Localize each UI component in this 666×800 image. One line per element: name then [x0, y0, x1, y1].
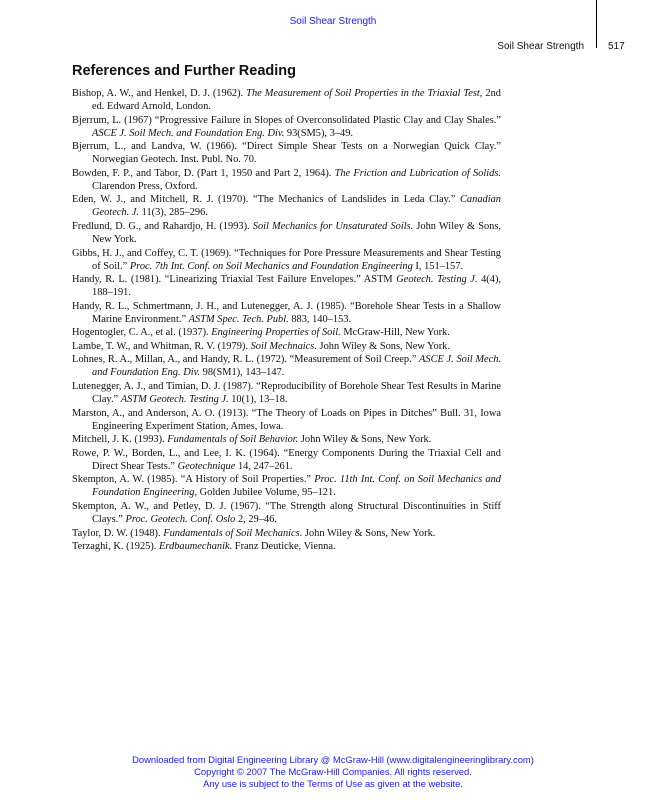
reference-italic-segment: ASTM Spec. Tech. Publ. — [188, 313, 289, 325]
reference-item — [72, 340, 501, 353]
reference-item — [72, 527, 501, 540]
reference-item — [72, 87, 501, 113]
reference-italic-segment: Soil Mechnaics. — [250, 340, 317, 352]
reference-item — [72, 353, 501, 379]
reference-segment: 98(SM1), 143–147. — [200, 367, 285, 379]
reference-segment: Fredlund, D. G., and Rahardjo, H. (1993). — [72, 220, 253, 232]
reference-segment: Clarendon Press, Oxford. — [92, 180, 198, 192]
footer-terms-line[interactable]: Any use is subject to the Terms of Use as given at the website. — [203, 777, 463, 789]
reference-segment: John Wiley & Sons, New York. — [92, 220, 501, 246]
reference-italic-segment: Fundamentals of Soil Behavior. — [167, 434, 299, 446]
reference-italic-segment: Fundamentals of Soil Mechanics. — [163, 527, 303, 539]
reference-item — [72, 114, 501, 140]
reference-italic-segment: Engineering Properties of Soil. — [211, 327, 341, 339]
reference-italic-segment: Canadian Geotech. J. — [92, 194, 501, 219]
reference-segment: John Wiley & Sons, New York. — [316, 340, 450, 352]
reference-item — [72, 326, 501, 339]
reference-italic-segment: Geotechnique — [177, 460, 236, 472]
reference-italic-segment: Erdbaumechanik. — [159, 541, 233, 553]
reference-segment: 14, 247–261. — [235, 460, 293, 472]
reference-segment: Bowden, F. P., and Tabor, D. (Part 1, 1950 and Part 2, 1964). — [72, 167, 335, 179]
reference-item — [72, 380, 501, 406]
reference-item — [72, 167, 501, 193]
reference-segment: Bishop, A. W., and Henkel, D. J. (1962). — [72, 88, 247, 99]
reference-item — [72, 500, 501, 526]
reference-segment: Handy, R. L., Schmertmann, J. H., and Lutenegger, A. J. (1985). “Borehole Shear Tests in a Shallow Marine Environment.” — [72, 300, 501, 325]
reference-italic-segment: ASTM Geotech. Testing J. — [120, 394, 229, 406]
reference-item — [72, 193, 501, 219]
reference-item — [72, 300, 501, 326]
reference-italic-segment: Geotech. Testing J. — [396, 274, 478, 286]
reference-segment: 2, 29–46. — [235, 514, 277, 525]
reference-segment: Rowe, P. W., Borden, L., and Lee, I. K. (1964). “Energy Components During the Triaxial Cell and Direct Shear Tests.” — [72, 447, 501, 472]
reference-segment: Handy, R. L. (1981). “Linearizing Triaxial Test Failure Envelopes.” ASTM — [72, 274, 397, 286]
reference-item — [72, 140, 501, 166]
reference-italic-segment: The Friction and Lubrication of Solids. — [334, 167, 501, 179]
footer-download-line[interactable]: Downloaded from Digital Engineering Library @ McGraw-Hill (www.digitalengineeringlibrary.com) — [132, 754, 534, 765]
reference-segment: Lutenegger, A. J., and Timian, D. J. (1987). “Reproducibility of Borehole Shear Test Results in Marine Clay.” — [72, 381, 501, 406]
reference-segment: Taylor, D. W. (1948). — [72, 527, 164, 539]
reference-item — [72, 220, 501, 246]
reference-segment: Bjerrum, L. (1967) “Progressive Failure in Slopes of Overconsolidated Plastic Clay and Clay Shales.” — [72, 114, 501, 126]
reference-segment: 2nd ed. Edward Arnold, London. — [92, 88, 501, 113]
reference-italic-segment: ASCE J. Soil Mech. and Foundation Eng. Div. — [92, 127, 285, 139]
reference-segment: Terzaghi, K. (1925). — [72, 541, 159, 553]
reference-item — [72, 407, 501, 433]
reference-italic-segment: Proc. 11th Int. Conf. on Soil Mechanics and Foundation Engineering, — [92, 474, 502, 499]
reference-segment: Lohnes, R. A., Millan, A., and Handy, R. L. (1972). “Measurement of Soil Creep.” — [72, 354, 420, 366]
reference-segment: 883, 140–153. — [288, 313, 352, 325]
reference-item — [72, 540, 501, 553]
reference-segment: Skempton, A. W. (1985). “A History of Soil Properties.” — [72, 474, 315, 486]
footer[interactable] — [0, 754, 666, 789]
reference-item — [72, 273, 501, 299]
reference-segment: Bjerrum, L., and Landva, W. (1966). “Direct Simple Shear Tests on a Norwegian Quick Clay.” Norwegian Geotech. Inst. Publ. No. 70. — [72, 141, 501, 166]
reference-italic-segment: Soil Mechanics for Unsaturated Soils. — [252, 220, 414, 232]
reference-list — [72, 87, 501, 554]
reference-segment: John Wiley & Sons, New York. — [302, 527, 436, 539]
reference-segment: Gibbs, H. J., and Coffey, C. T. (1969). “Techniques for Pore Pressure Measurements and Shear Testing of Soil.” — [72, 247, 501, 272]
reference-item — [72, 433, 501, 446]
reference-item — [72, 247, 501, 273]
footer-copyright-line[interactable]: Copyright © 2007 The McGraw-Hill Companies. All rights reserved. — [194, 765, 472, 777]
reference-italic-segment: ASCE J. Soil Mech. and Foundation Eng. Div. — [92, 354, 501, 379]
section-title: References and Further Reading — [72, 63, 296, 79]
header-divider — [596, 0, 597, 48]
page-number: 517 — [608, 41, 625, 52]
reference-segment: 11(3), 285–296. — [139, 207, 208, 219]
reference-item — [72, 473, 501, 499]
reference-segment: Lambe, T. W., and Whitman, R. V. (1979). — [72, 340, 251, 352]
reference-italic-segment: The Measurement of Soil Properties in the Triaxial Test, — [246, 88, 483, 99]
reference-segment: Hogentogler, C. A., et al. (1937). — [72, 327, 212, 339]
reference-segment: McGraw-Hill, New York. — [340, 327, 450, 339]
reference-segment: Mitchell, J. K. (1993). — [72, 434, 168, 446]
reference-segment: Golden Jubilee Volume, 95–121. — [197, 487, 336, 499]
reference-segment: Skempton, A. W., and Petley, D. J. (1967). “The Strength along Structural Discontinuities in Stiff Clays.” — [72, 500, 501, 525]
reference-italic-segment: Proc. 7th Int. Conf. on Soil Mechanics and Foundation Engineering — [129, 260, 413, 272]
reference-segment: 10(1), 13–18. — [228, 394, 288, 406]
reference-segment: 93(SM5), 3–49. — [284, 127, 353, 139]
reference-segment: Marston, A., and Anderson, A. O. (1913). “The Theory of Loads on Pipes in Ditches” Bull. 31, Iowa Engineering Experiment Station, Ames, Iowa. — [72, 407, 501, 432]
top-title-link[interactable]: Soil Shear Strength — [289, 16, 377, 27]
reference-item — [72, 447, 501, 473]
reference-segment: I, 151–157. — [412, 260, 464, 272]
reference-italic-segment: Proc. Geotech. Conf. Oslo — [125, 514, 236, 525]
reference-segment: 4(4), 188–191. — [92, 274, 502, 299]
reference-segment: Eden, W. J., and Mitchell, R. J. (1970). “The Mechanics of Landslides in Leda Clay.” — [72, 194, 460, 206]
running-head-title: Soil Shear Strength — [497, 41, 584, 52]
reference-segment: John Wiley & Sons, New York. — [298, 434, 432, 446]
reference-segment: Franz Deuticke, Vienna. — [232, 541, 336, 553]
